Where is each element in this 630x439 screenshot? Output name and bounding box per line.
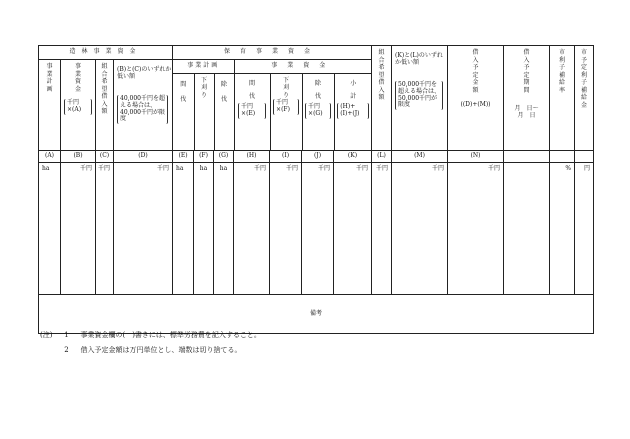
unit-k[interactable]: 千円 bbox=[334, 163, 372, 295]
header-col-q: 市予定利子補給金 bbox=[575, 46, 594, 151]
unit-i[interactable]: 千円 bbox=[270, 163, 302, 295]
header-col-m: (K)と(L)のいずれか低い額 50,000千円を超える場合は、50,000千円が限度 bbox=[392, 46, 448, 151]
letter-h: (H) bbox=[234, 151, 270, 163]
letter-k: (K) bbox=[334, 151, 372, 163]
header-col-d: (B)と(C)のいずれか低い額 40,000千円を超える場合は、40,000千円が限度 bbox=[114, 60, 173, 151]
unit-n[interactable]: 千円 bbox=[448, 163, 504, 295]
unit-a[interactable]: ha bbox=[39, 163, 61, 295]
header-col-l: 組合希望借入額 bbox=[372, 46, 392, 151]
letter-f: (F) bbox=[194, 151, 214, 163]
letter-l: (L) bbox=[372, 151, 392, 163]
header-col-f: 下刈り bbox=[194, 73, 214, 150]
unit-o[interactable] bbox=[504, 163, 550, 295]
note-1-number: 1 bbox=[64, 331, 69, 339]
entry-row bbox=[39, 163, 594, 295]
header-col-p: 市利子補給率 bbox=[550, 46, 575, 151]
letter-d: (D) bbox=[114, 151, 173, 163]
unit-l[interactable]: 千円 bbox=[372, 163, 392, 295]
header-col-i: 下刈り 千円×(F) bbox=[270, 73, 302, 150]
unit-j[interactable]: 千円 bbox=[302, 163, 334, 295]
letter-e: (E) bbox=[173, 151, 194, 163]
unit-c[interactable]: 千円 bbox=[96, 163, 114, 295]
letter-g: (G) bbox=[214, 151, 234, 163]
column-letter-row bbox=[39, 151, 594, 163]
header-col-a: 事業計画 bbox=[39, 60, 61, 151]
letter-m: (M) bbox=[392, 151, 448, 163]
conservation-subtable bbox=[173, 60, 372, 150]
unit-p[interactable]: % bbox=[550, 163, 575, 295]
unit-d[interactable]: 千円 bbox=[114, 163, 173, 295]
conservation-subgrid bbox=[173, 60, 372, 151]
letter-a: (A) bbox=[39, 151, 61, 163]
notes-prefix: (注) bbox=[40, 331, 53, 339]
header-col-h: 間伐 千円×(E) bbox=[234, 73, 270, 150]
header-col-k: 小計 (H)+(I)+(J) bbox=[334, 73, 371, 150]
letter-c: (C) bbox=[96, 151, 114, 163]
loan-plan-table bbox=[38, 45, 594, 334]
unit-g[interactable]: ha bbox=[214, 163, 234, 295]
header-col-b: 事業資金 千円×(A) bbox=[61, 60, 96, 151]
header-col-n: 借入予定金額 ((D)+(M)) bbox=[448, 46, 504, 151]
notes bbox=[40, 328, 261, 358]
header-conservation-plan: 事業計画 bbox=[173, 60, 234, 73]
letter-n: (N) bbox=[448, 151, 504, 163]
header-conservation-fund: 保育事業資金 bbox=[173, 46, 372, 60]
header-col-o: 借入予定期間 月 日～ 月 日 bbox=[504, 46, 550, 151]
unit-f[interactable]: ha bbox=[194, 163, 214, 295]
letter-i: (I) bbox=[270, 151, 302, 163]
header-col-c: 組合希望借入額 bbox=[96, 60, 114, 151]
unit-h[interactable]: 千円 bbox=[234, 163, 270, 295]
header-col-e: 間伐 bbox=[173, 73, 194, 150]
unit-e[interactable]: ha bbox=[173, 163, 194, 295]
letter-j: (J) bbox=[302, 151, 334, 163]
note-1-text: 事業資金欄の( )書きには、標準労務費を記入すること。 bbox=[80, 331, 261, 339]
loan-plan-form bbox=[38, 45, 593, 322]
remarks-label: 備考 bbox=[310, 309, 323, 317]
header-col-g: 除伐 bbox=[214, 73, 234, 150]
header-conservation-money: 事業資金 bbox=[234, 60, 371, 73]
header-col-j: 除伐 千円×(G) bbox=[302, 73, 334, 150]
unit-b[interactable]: 千円 bbox=[61, 163, 96, 295]
note-2-text: 借入予定金額は万円単位とし、端数は切り捨てる。 bbox=[80, 346, 242, 354]
header-forestry-fund: 造林事業資金 bbox=[39, 46, 173, 60]
note-2-number: 2 bbox=[64, 346, 69, 354]
unit-q[interactable]: 円 bbox=[575, 163, 594, 295]
letter-b: (B) bbox=[61, 151, 96, 163]
unit-m[interactable]: 千円 bbox=[392, 163, 448, 295]
